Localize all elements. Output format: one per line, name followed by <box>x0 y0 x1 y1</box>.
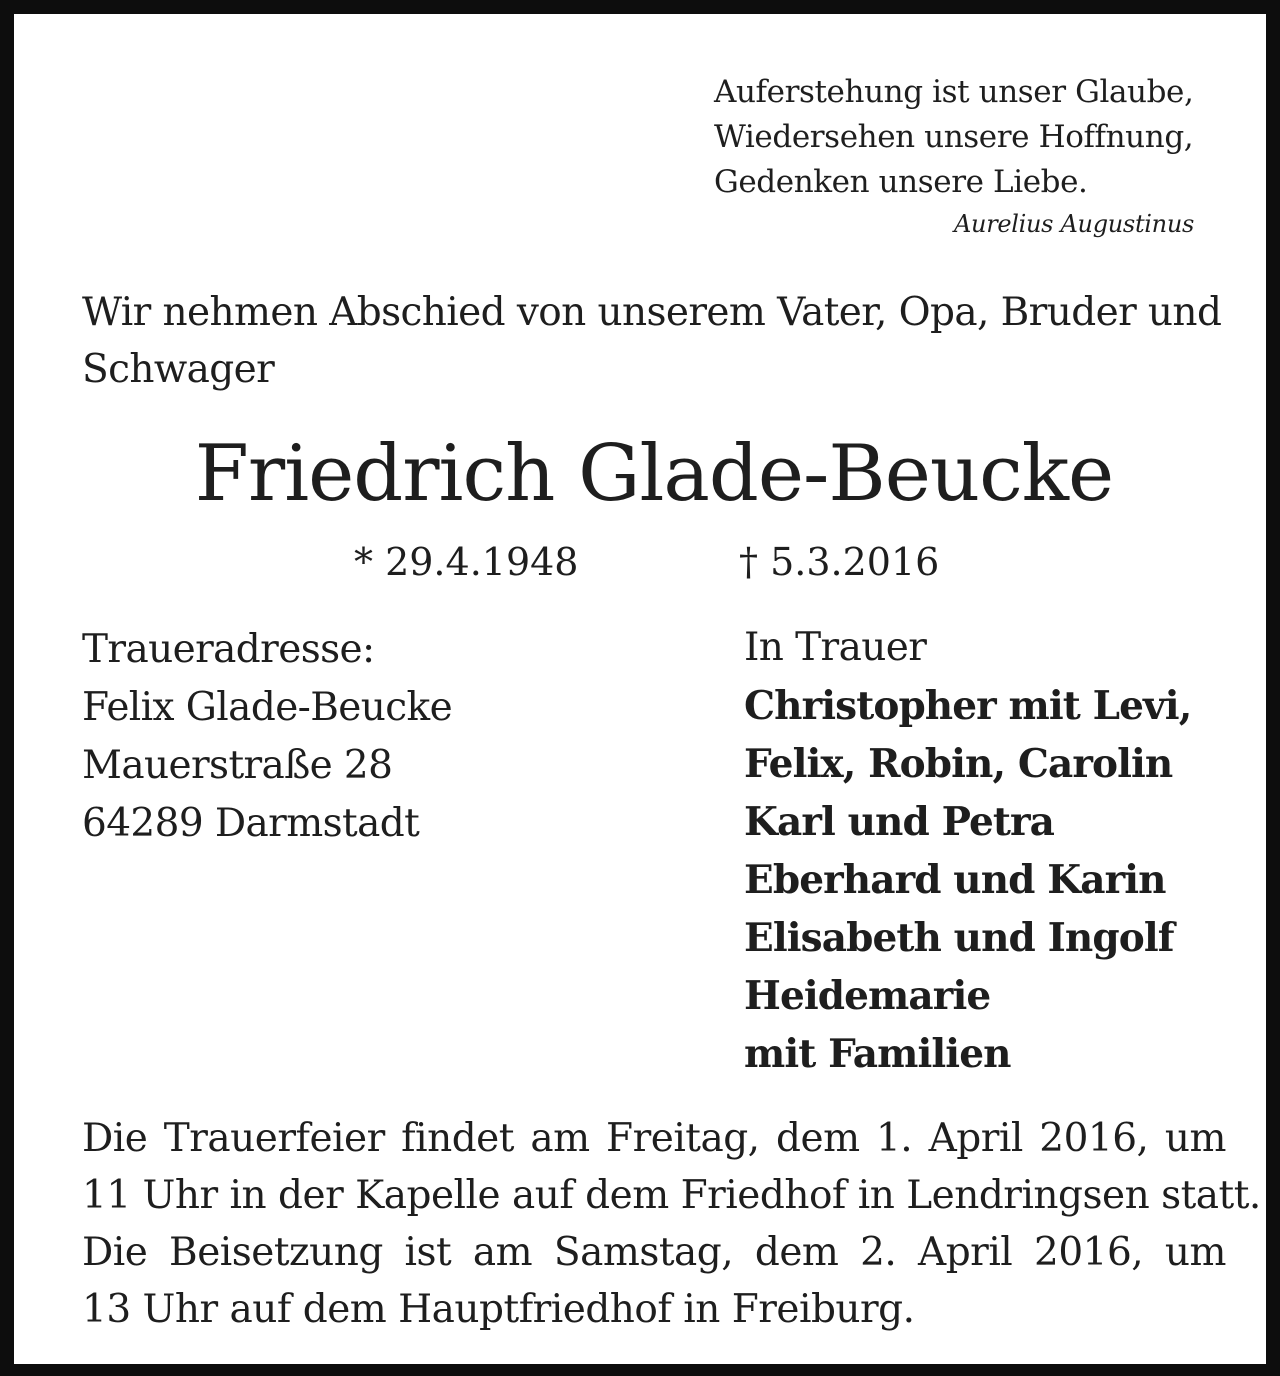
mourner-entry: mit Familien <box>744 1031 1011 1077</box>
service-line: 13 Uhr auf dem Hauptfriedhof in Freiburg. <box>82 1287 915 1332</box>
service-line: Die Trauerfeier findet am Freitag, dem 1. April 2016, um <box>82 1116 1226 1161</box>
service-line: Die Beisetzung ist am Samstag, dem 2. April 2016, um <box>82 1230 1226 1275</box>
address-heading: Traueradresse: <box>82 627 375 672</box>
deceased-name: Friedrich Glade-Beucke <box>194 429 1114 519</box>
mourners-list <box>744 619 1244 1083</box>
quote-line: Auferstehung ist unser Glaube, <box>714 74 1194 110</box>
address-name: Felix Glade-Beucke <box>82 685 453 730</box>
farewell-intro: Wir nehmen Abschied von unserem Vater, Opa, Bruder und Schwager <box>82 290 1222 392</box>
mourner-entry: Heidemarie <box>744 973 991 1019</box>
death-date: † 5.3.2016 <box>739 540 940 584</box>
service-line: 11 Uhr in der Kapelle auf dem Friedhof in Lendringsen statt. <box>82 1173 1261 1218</box>
quote-author: Aurelius Augustinus <box>954 210 1194 238</box>
mourner-entry: Eberhard und Karin <box>744 857 1166 903</box>
birth-date: * 29.4.1948 <box>354 540 579 584</box>
mourners-heading: In Trauer <box>744 625 927 670</box>
address-city: 64289 Darmstadt <box>82 801 420 846</box>
quote-line: Wiedersehen unsere Hoffnung, <box>714 119 1194 155</box>
mourning-address <box>82 621 642 853</box>
address-street: Mauerstraße 28 <box>82 743 393 788</box>
service-details <box>82 1110 1261 1338</box>
mourner-entry: Felix, Robin, Carolin <box>744 741 1173 787</box>
mourner-entry: Elisabeth und Ingolf <box>744 915 1174 961</box>
mourner-entry: Christopher mit Levi, <box>744 683 1192 729</box>
mourner-entry: Karl und Petra <box>744 799 1054 845</box>
epigraph-quote <box>714 70 1194 241</box>
quote-line: Gedenken unsere Liebe. <box>714 164 1088 200</box>
